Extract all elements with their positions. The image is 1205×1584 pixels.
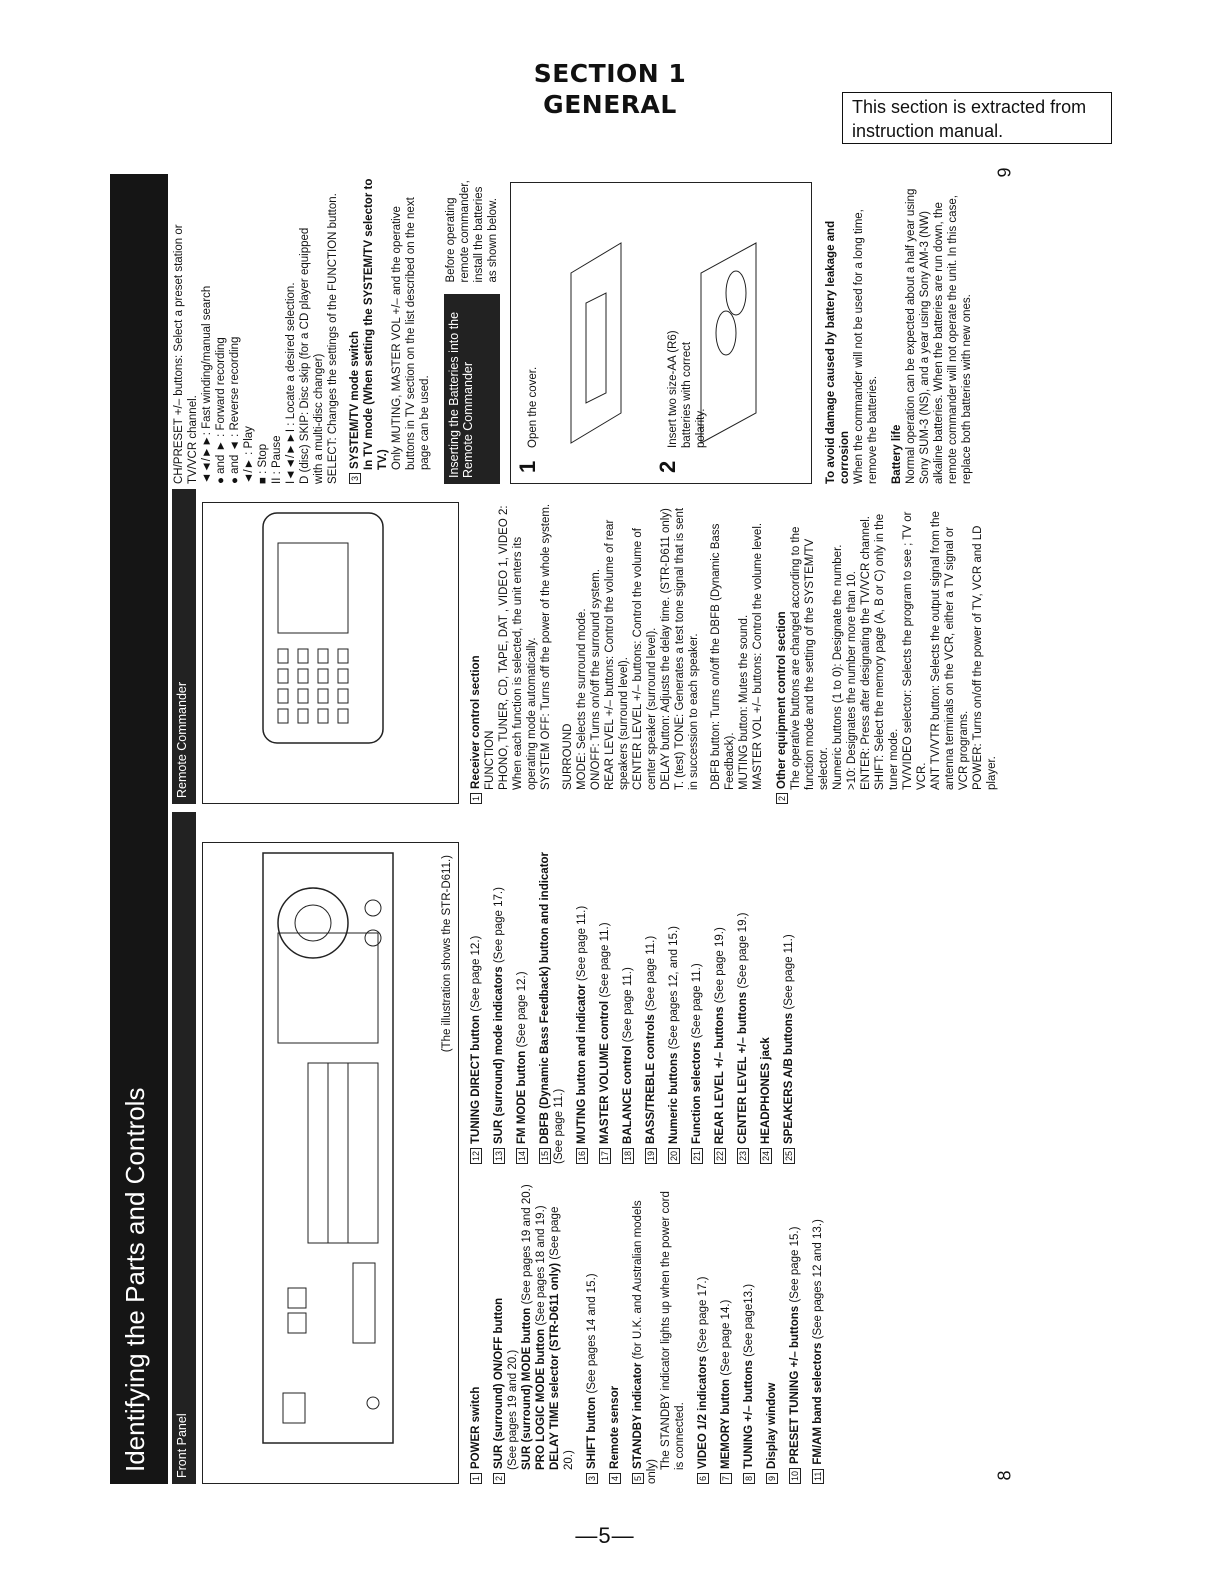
remote-column [172,489,999,804]
receiver-text: FUNCTION PHONO, TUNER, CD, TAPE, DAT , VIDEO 1, VIDEO 2: When each function is selected, the unit enters its operating mode automatically. SYSTEM OFF: Turns off the power of the whole system. SURROUND MODE: Selects the surround mode. ON/OFF: Turns on/off the surround system. REAR LEVEL +/– buttons: Control the volume of rear speakers (surround level). CENTER LEVEL +/– buttons: Control the volume of center speaker (surround level). DELAY button: Adjusts the delay time. (STR-D611 only) T. (test) TONE: Generates a test tone signal that is sent in succession to each speaker. DBFB button: Turns on/off the DBFB (Dynamic Bass Feedback). MUTING button: Mutes the sound. MASTER VOL +/– buttons: Control the volume level. [484,503,764,790]
other-title: Other equipment control section [776,611,788,789]
step1-number: 1 [515,460,540,473]
receiver-drawing [203,843,458,1483]
batteries-heading: Inserting the Batteries into the Remote Commander [444,294,500,484]
list-item: 11FM/AM band selectors (See pages 12 and 13.) [811,1184,825,1484]
system-tv-section: 3SYSTEM/TV mode switch In TV mode (When setting the SYSTEM/TV selector to TV.) Only MUTING, MASTER VOL +/– and the operative buttons in TV section on the list described on the next page can be used. [348,174,432,484]
list-item: 15DBFB (Dynamic Bass Feedback) button and indicator (See page 11.) [539,851,565,1164]
section-title-line1: SECTION 1 [533,59,687,88]
remote-figure [202,502,459,804]
list-item: 20Numeric buttons (See pages 12, and 15.) [667,844,681,1164]
page-number-right: 9 [994,167,1015,178]
extract-note-line1: This section is extracted from [852,97,1087,117]
remote-drawing [203,503,458,803]
folio: —5— [575,1523,635,1548]
front-panel-column [172,824,834,1484]
list-item: 4Remote sensor [608,1184,622,1484]
list-item: 18BALANCE control (See page 11.) [621,844,635,1164]
list-item: 9Display window [765,1184,779,1484]
front-panel-list-right [469,844,834,1164]
list-item: 2SUR (surround) ON/OFF button (See pages 19 and 20.) SUR (surround) MODE button (See pages 19 and 20.) PRO LOGIC MODE button (See pages 18 and 19.) DELAY TIME selector (STR-D611 only) (See page 20.) [492,1184,576,1484]
list-item: 21Function selectors (See page 11.) [690,844,704,1164]
list-item: 23CENTER LEVEL +/– buttons (See page 19.) [736,844,750,1164]
list-item: 10PRESET TUNING +/– buttons (See page 15.) [788,1184,802,1484]
title-bar [110,174,168,1484]
batteries-column [172,174,974,484]
front-panel-figure [202,842,459,1484]
step2-number: 2 [655,460,680,473]
section-title [480,58,740,120]
list-item: 12TUNING DIRECT button (See page 12.) [469,844,483,1164]
list-item: 8TUNING +/– buttons (See page13.) [742,1184,756,1484]
extract-note-box [842,92,1112,144]
receiver-section: 1Receiver control section FUNCTION PHONO, TUNER, CD, TAPE, DAT , VIDEO 1, VIDEO 2: When each function is selected, the unit enters its operating mode automatically. SYSTEM OFF: Turns off the power of the whole system. SURROUND MODE: Selects the surround mode. ON/OFF: Turns on/off the surround system. REAR LEVEL +/– buttons: Control the volume of rear speakers (surround level). CENTER LEVEL +/– buttons: Control the volume of center speaker (surround level). DELAY button: Adjusts the delay time. (STR-D611 only) T. (test) TONE: Generates a test tone signal that is sent in succession to each speaker. DBFB button: Turns on/off the DBFB (Dynamic Bass Feedback). MUTING button: Mutes the sound. MASTER VOL +/– buttons: Control the volume level. [469,489,765,804]
list-item: 17MASTER VOLUME control (See page 11.) [598,844,612,1164]
rotated-manual-spread [110,174,998,1484]
front-panel-list-left [469,1184,834,1484]
list-item: 25SPEAKERS A/B buttons (See page 11.) [782,844,796,1164]
list-item: 13SUR (surround) mode indicators (See page 17.) [492,844,506,1164]
remote-heading: Remote Commander [172,489,196,804]
list-item: 7MEMORY button (See page 14.) [719,1184,733,1484]
front-panel-caption: (The illustration shows the STR-D611.) [441,855,453,1053]
list-item: 22REAR LEVEL +/– buttons (See page 19.) [713,844,727,1164]
list-item: 6VIDEO 1/2 indicators (See page 17.) [696,1184,710,1484]
batteries-figure [510,182,812,484]
section-title-line2: GENERAL [543,90,677,119]
list-item: 5STANDBY indicator (for U.K. and Australian models only) The STANDBY indicator lights up when the power cord is connected. [632,1191,686,1484]
other-text: The operative buttons are changed according to the function mode and the setting of the SYSTEM/TV selector. Numeric buttons (1 to 0): Designate the number. >10: Designates the number more than 10. ENTER: Press after designating the TV/VCR channel. SHIFT: Select the memory page (A, B or C) only in the tuner mode. TV/VIDEO selector: Selects the program to see ; TV or VCR. ANT TV/VTR button: Selects the output signal from the antenna terminals on the VCR, either a TV signal or VCR programs. POWER: Turns on/off the power of TV, VCR and LD player. [790,511,998,790]
other-section: 2Other equipment control section The operative buttons are changed according to the function mode and the setting of the SYSTEM/TV selector. Numeric buttons (1 to 0): Designate the number. >10: Designates the number more than 10. ENTER: Press after designating the TV/VCR channel. SHIFT: Select the memory page (A, B or C) only in the tuner mode. TV/VIDEO selector: Selects the program to see ; TV or VCR. ANT TV/VTR button: Selects the output signal from the antenna terminals on the VCR, either a TV signal or VCR programs. POWER: Turns on/off the power of TV, VCR and LD player. [775,489,999,804]
battery-drawing [511,183,811,483]
list-item: 3SHIFT button (See pages 14 and 15.) [585,1184,599,1484]
step2-text: Insert two size-AA (R6) batteries with correct polarity. [667,330,707,448]
list-item: 24HEADPHONES jack [759,844,773,1164]
front-panel-heading: Front Panel [172,812,196,1484]
batteries-intro: Before operating remote commander, install the batteries as shown below. [445,180,499,283]
controls-continued: CH/PRESET +/– buttons: Select a preset station or TV/VCR channel. ◄◄/►►: Fast winding/manual search ● and ► : Forward recording ● and ◄ : Reverse recording ◄/► : Play ■ : Stop II : Pause I◄◄/►►I : Locate a desired selection. D (disc) SKIP: Disc skip (for a CD player equipped with a multi-disc changer) SELECT: Changes the settings of the FUNCTION button. [173,193,339,484]
main-title: Identifying the Parts and Controls [120,1087,150,1472]
step1-text: Open the cover. [527,366,539,448]
battery-life-section: Battery life Normal operation can be expected about a half year using Sony SUM-3 (NS), and a year using Sony AM-3 (NW) alkaline batteries. When the batteries are run down, the remote commander will not operate the unit. In this case, replace both batteries with new ones. [891,188,973,484]
page-number-left: 8 [994,1470,1015,1481]
list-item: 19BASS/TREBLE controls (See page 11.) [644,844,658,1164]
receiver-title: Receiver control section [470,655,482,789]
list-item: 14FM MODE button (See page 12.) [515,844,529,1164]
list-item: 16MUTING button and indicator (See page 11.) [575,844,589,1164]
extract-note-line2: instruction manual. [852,121,1004,141]
leakage-section: To avoid damage caused by battery leakage and corrosion When the commander will not be used for a long time, remove the batteries. [825,209,879,484]
list-item: 1POWER switch [469,1184,483,1484]
